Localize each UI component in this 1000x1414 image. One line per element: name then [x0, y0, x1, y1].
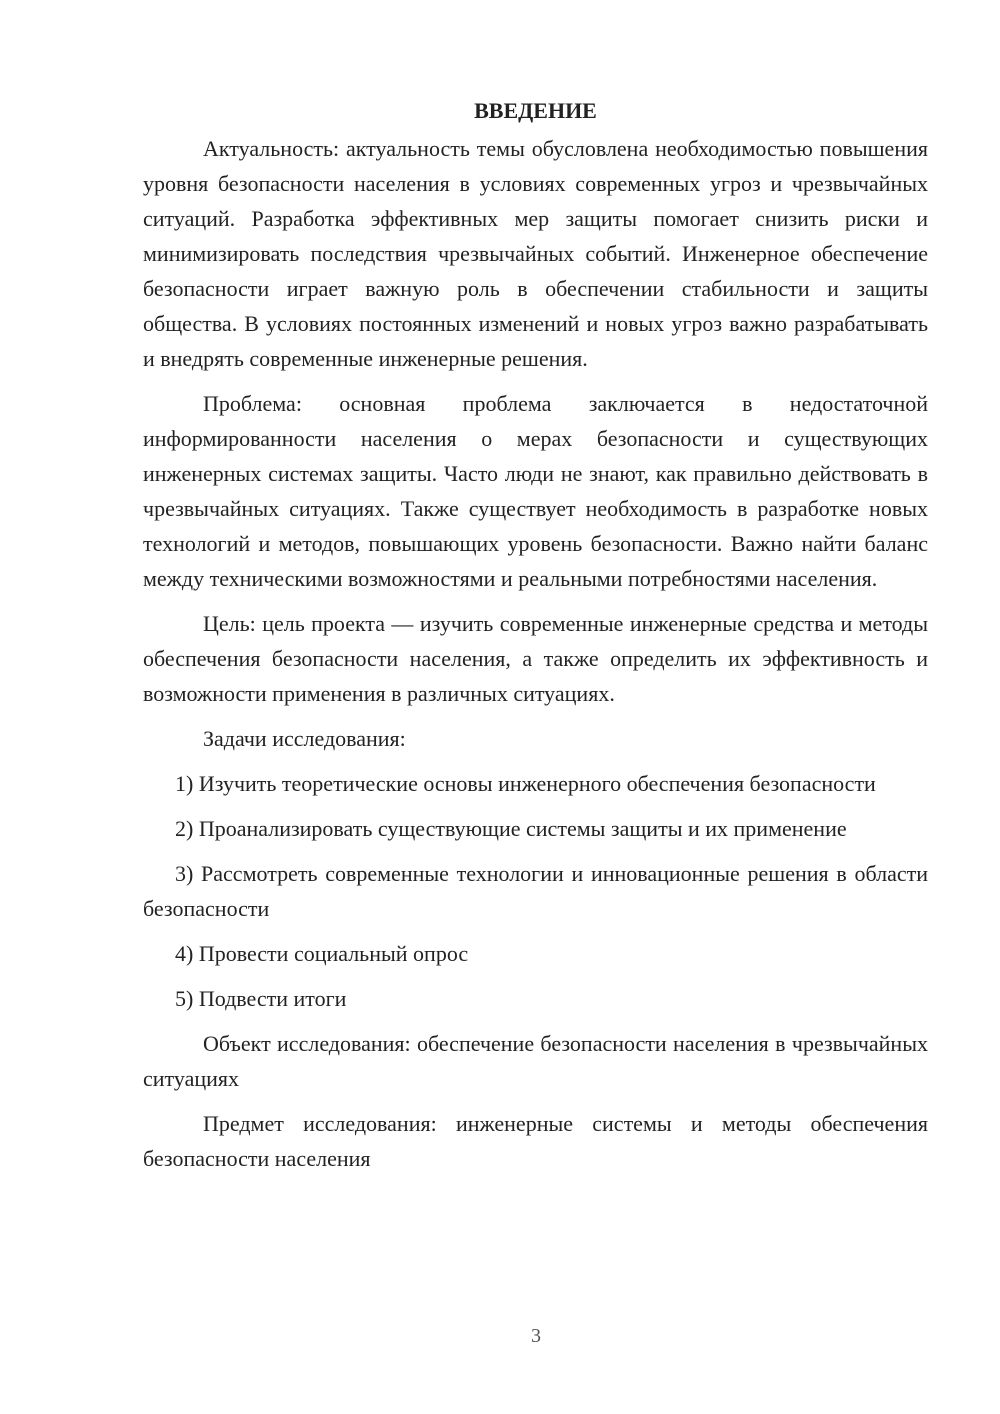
- tasks-heading: Задачи исследования:: [203, 726, 406, 751]
- task-item-1: 1) Изучить теоретические основы инженерного обеспечения безопасности: [175, 771, 876, 796]
- page-number: 3: [531, 1325, 541, 1347]
- paragraph-subject: Предмет исследования: инженерные системы и методы обеспечения безопасности населения: [143, 1111, 928, 1171]
- task-item-3: 3) Рассмотреть современные технологии и инновационные решения в области безопасности: [143, 861, 928, 921]
- paragraph-problem: Проблема: основная проблема заключается в недостаточной информированности населения о мерах безопасности и существующих инженерных системах защиты. Часто люди не знают, как правильно действовать в чрезвычайных ситуациях. Также существует необходимость в разработке новых технологий и методов, повышающих уровень безопасности. Важно найти баланс между техническими возможностями и реальными потребностями населения.: [143, 391, 928, 591]
- task-item-2: 2) Проанализировать существующие системы защиты и их применение: [175, 816, 847, 841]
- paragraph-goal: Цель: цель проекта — изучить современные инженерные средства и методы обеспечения безопасности населения, а также определить их эффективность и возможности применения в различных ситуациях.: [143, 611, 928, 706]
- page-content: [143, 95, 928, 1186]
- section-title: ВВЕДЕНИЕ: [474, 98, 597, 123]
- task-item-5: 5) Подвести итоги: [175, 986, 347, 1011]
- paragraph-relevance: Актуальность: актуальность темы обусловлена необходимостью повышения уровня безопасности населения в условиях современных угроз и чрезвычайных ситуаций. Разработка эффективных мер защиты помогает снизить риски и минимизировать последствия чрезвычайных событий. Инженерное обеспечение безопасности играет важную роль в обеспечении стабильности и защиты общества. В условиях постоянных изменений и новых угроз важно разрабатывать и внедрять современные инженерные решения.: [143, 136, 928, 371]
- task-item-4: 4) Провести социальный опрос: [175, 941, 469, 966]
- paragraph-object: Объект исследования: обеспечение безопасности населения в чрезвычайных ситуациях: [143, 1031, 928, 1091]
